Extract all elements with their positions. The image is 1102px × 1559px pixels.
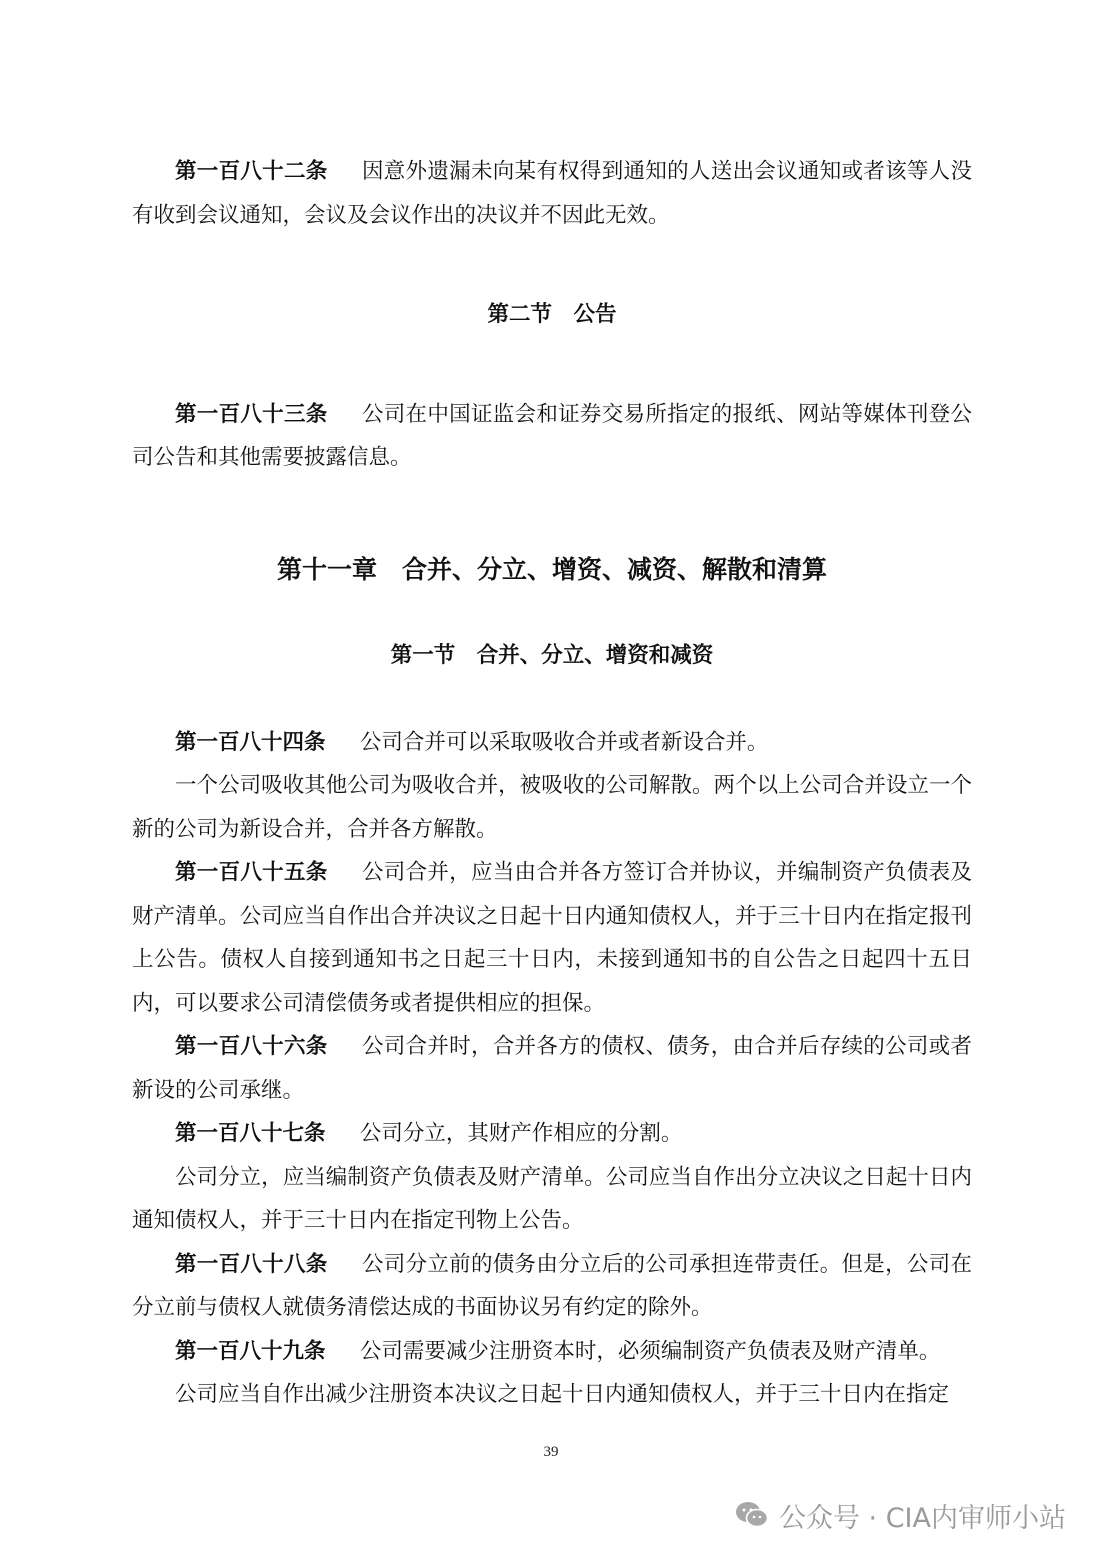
article-189-para2: 公司应当自作出减少注册资本决议之日起十日内通知债权人，并于三十日内在指定	[175, 1382, 950, 1407]
article-189	[132, 1330, 972, 1374]
article-text: 公司在中国证监会和证券交易所指定的报纸、网站等媒体刊登公司公告和其他需要披露信息。	[132, 401, 972, 470]
article-187	[132, 1112, 972, 1156]
wechat-icon	[735, 1500, 769, 1530]
watermark	[735, 1497, 1066, 1533]
article-185	[132, 851, 972, 1025]
article-text: 公司分立前的债务由分立后的公司承担连带责任。但是，公司在分立前与债权人就债务清偿达成的书面协议另有约定的除外。	[132, 1251, 972, 1320]
article-label: 第一百八十五条	[175, 860, 328, 885]
section-2-title: 第二节 公告	[487, 302, 617, 327]
article-label: 第一百八十三条	[175, 401, 328, 427]
article-text: 公司合并，应当由合并各方签订合并协议，并编制资产负债表及财产清单。公司应当自作出合并决议之日起十日内通知债权人，并于三十日内在指定报刊上公告。债权人自接到通知书之日起三十日内，未接到通知书的自公告之日起四十五日内，可以要求公司清偿债务或者提供相应的担保。	[132, 860, 972, 1016]
article-label: 第一百八十八条	[175, 1251, 328, 1277]
article-label: 第一百八十二条	[175, 159, 328, 184]
article-text: 因意外遗漏未向某有权得到通知的人送出会议通知或者该等人没有收到会议通知，会议及会议作出的决议并不因此无效。	[132, 159, 972, 228]
article-label: 第一百八十四条	[175, 729, 326, 755]
watermark-text: 公众号 · CIA内审师小站	[778, 1502, 1066, 1534]
article-184	[132, 721, 972, 765]
article-184-para2: 一个公司吸收其他公司为吸收合并，被吸收的公司解散。两个以上公司合并设立一个新的公司为新设合并，合并各方解散。	[132, 773, 972, 842]
section-1-title: 第一节 合并、分立、增资和减资	[390, 643, 714, 668]
article-text: 公司分立，其财产作相应的分割。	[359, 1121, 683, 1146]
article-text: 公司合并时，合并各方的债权、债务，由合并后存续的公司或者新设的公司承继。	[132, 1034, 972, 1103]
article-183	[132, 393, 972, 480]
article-label: 第一百八十九条	[175, 1338, 326, 1364]
article-182	[132, 150, 972, 237]
chapter-11-title: 第十一章 合并、分立、增资、减资、解散和清算	[276, 554, 827, 584]
document-body	[132, 150, 972, 1417]
article-label: 第一百八十七条	[175, 1121, 326, 1146]
article-188	[132, 1243, 972, 1330]
article-186	[132, 1025, 972, 1112]
article-text: 公司需要减少注册资本时，必须编制资产负债表及财产清单。	[359, 1338, 941, 1364]
article-text: 公司合并可以采取吸收合并或者新设合并。	[359, 729, 769, 755]
page-number: 39	[543, 1444, 559, 1460]
article-187-para2: 公司分立，应当编制资产负债表及财产清单。公司应当自作出分立决议之日起十日内通知债权人，并于三十日内在指定刊物上公告。	[132, 1164, 972, 1233]
article-label: 第一百八十六条	[175, 1034, 328, 1059]
